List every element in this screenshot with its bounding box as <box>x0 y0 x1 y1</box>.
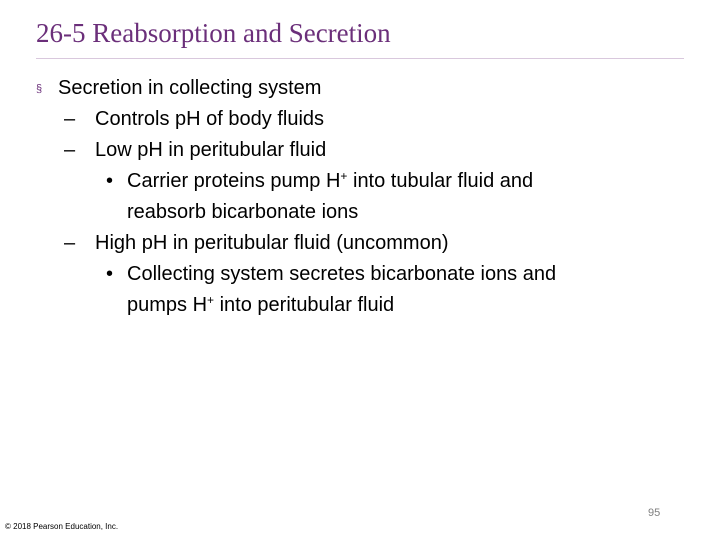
copyright-notice: © 2018 Pearson Education, Inc. <box>5 522 119 531</box>
superscript-plus: + <box>207 293 215 307</box>
bullet-level3 <box>36 166 684 197</box>
bullet-text: High pH in peritubular fluid (uncommon) <box>95 232 449 254</box>
bullet-text: Secretion in collecting system <box>58 77 322 99</box>
bullet-text: Low pH in peritubular fluid <box>95 139 327 161</box>
slide-body <box>36 73 684 321</box>
bullet-text: Carrier proteins pump H <box>127 170 341 192</box>
dot-bullet-icon: • <box>106 170 114 192</box>
bullet-text: pumps H <box>127 294 208 316</box>
dash-bullet-icon: – <box>64 139 76 161</box>
bullet-text: Collecting system secretes bicarbonate ions and <box>127 263 557 285</box>
square-bullet-icon: § <box>36 83 43 95</box>
title-divider <box>36 58 684 59</box>
superscript-plus: + <box>340 169 348 183</box>
bullet-level2 <box>36 104 684 135</box>
bullet-level2 <box>36 135 684 166</box>
bullet-level3-continuation <box>36 290 684 321</box>
bullet-level1 <box>36 73 684 104</box>
bullet-level3 <box>36 259 684 290</box>
bullet-text: Controls pH of body fluids <box>95 108 325 130</box>
slide-title: 26-5 Reabsorption and Secretion <box>36 18 391 48</box>
bullet-level3-continuation <box>36 197 684 228</box>
dash-bullet-icon: – <box>64 108 76 130</box>
bullet-text: into tubular fluid and <box>347 170 534 192</box>
dot-bullet-icon: • <box>106 263 114 285</box>
bullet-text: reabsorb bicarbonate ions <box>127 201 359 223</box>
page-number: 95 <box>648 507 661 519</box>
bullet-level2 <box>36 228 684 259</box>
bullet-text: into peritubular fluid <box>214 294 395 316</box>
dash-bullet-icon: – <box>64 232 76 254</box>
